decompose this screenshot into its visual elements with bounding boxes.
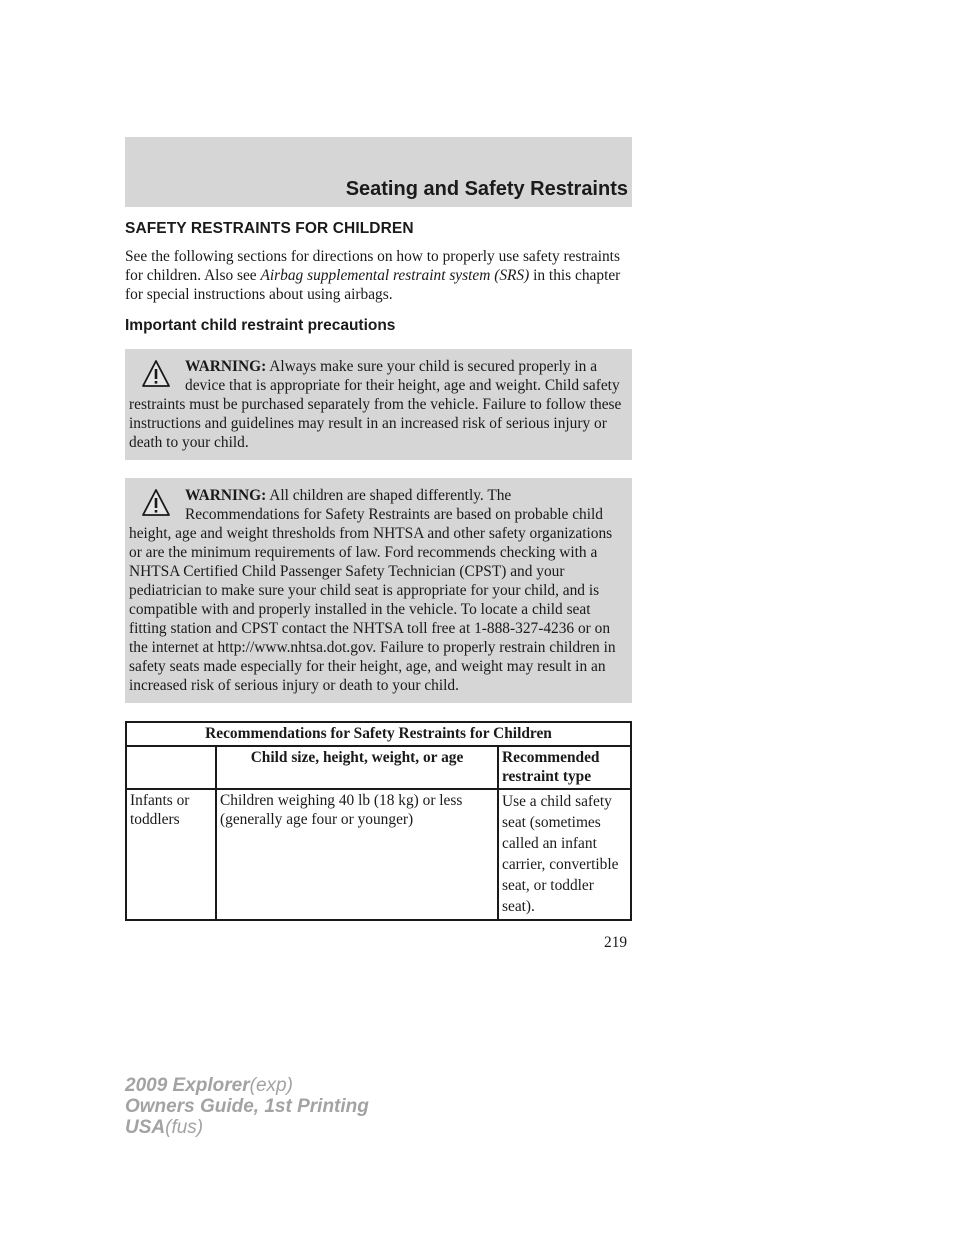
page-number: 219 <box>604 934 628 951</box>
warning-box-2 <box>125 478 632 703</box>
table-header-empty <box>126 746 216 789</box>
warning-label: WARNING: <box>185 358 267 375</box>
table-header-restraint: Recommended restraint type <box>498 746 631 789</box>
table-cell-size: Children weighing 40 lb (18 kg) or less (generally age four or younger) <box>216 789 498 920</box>
warning-triangle-icon <box>141 488 171 518</box>
subheading: Important child restraint precautions <box>125 317 396 334</box>
table-header-row <box>126 746 631 789</box>
intro-text-after: in this chapter for special instructions about using airbags. <box>125 267 621 303</box>
table-cell-category: Infants or toddlers <box>126 789 216 920</box>
footer-edition: Owners Guide, 1st Printing <box>125 1096 369 1117</box>
footer-line-3 <box>125 1117 369 1138</box>
warning-text: Always make sure your child is secured properly in a device that is appropriate for their height, age and weight. Child safety restraints must be purchased separately from the vehicle. Failure to follow these instructions and guidelines may result in an increased risk of serious injury or death to your child. <box>129 358 622 451</box>
page-content <box>125 210 632 921</box>
warning-label: WARNING: <box>185 487 267 504</box>
table-title-row <box>126 722 631 746</box>
print-footer <box>125 1075 369 1138</box>
section-title: Seating and Safety Restraints <box>345 178 628 200</box>
footer-market-code: (fus) <box>165 1117 204 1138</box>
intro-paragraph <box>125 247 632 304</box>
table-row <box>126 789 631 920</box>
section-header-band <box>125 137 632 207</box>
table-cell-restraint: Use a child safety seat (sometimes called an infant carrier, convertible seat, or toddler seat). <box>498 789 631 920</box>
intro-italic-ref: Airbag supplemental restraint system (SRS) <box>260 267 530 284</box>
warning-text: All children are shaped differently. The Recommendations for Safety Restraints are based on probable child height, age and weight thresholds from NHTSA and other safety organizations or are the minimum requirements of law. Ford recommends checking with a NHTSA Certified Child Passenger Safety Technician (CPST) and your pediatrician to make sure your child seat is appropriate for your child, and is compatible with and properly installed in the vehicle. To locate a child seat fitting station and CPST contact the NHTSA toll free at 1-888-327-4236 or on the internet at http://www.nhtsa.dot.gov. Failure to properly restrain children in safety seats made especially for their height, age, and weight may result in an increased risk of serious injury or death to your child. <box>129 487 616 694</box>
footer-line-2 <box>125 1096 369 1117</box>
table-header-size: Child size, height, weight, or age <box>216 746 498 789</box>
table-title: Recommendations for Safety Restraints for Children <box>126 722 631 746</box>
page-heading: SAFETY RESTRAINTS FOR CHILDREN <box>125 220 414 237</box>
footer-line-1 <box>125 1075 369 1096</box>
warning-box-1 <box>125 349 632 460</box>
intro-text-before: See the following sections for directions on how to properly use safety restraints for children. Also see <box>125 248 620 284</box>
footer-market: USA <box>125 1117 166 1138</box>
footer-model: 2009 Explorer <box>125 1075 250 1096</box>
warning-triangle-icon <box>141 359 171 389</box>
footer-model-code: (exp) <box>249 1075 293 1096</box>
recommendations-table <box>125 721 632 921</box>
